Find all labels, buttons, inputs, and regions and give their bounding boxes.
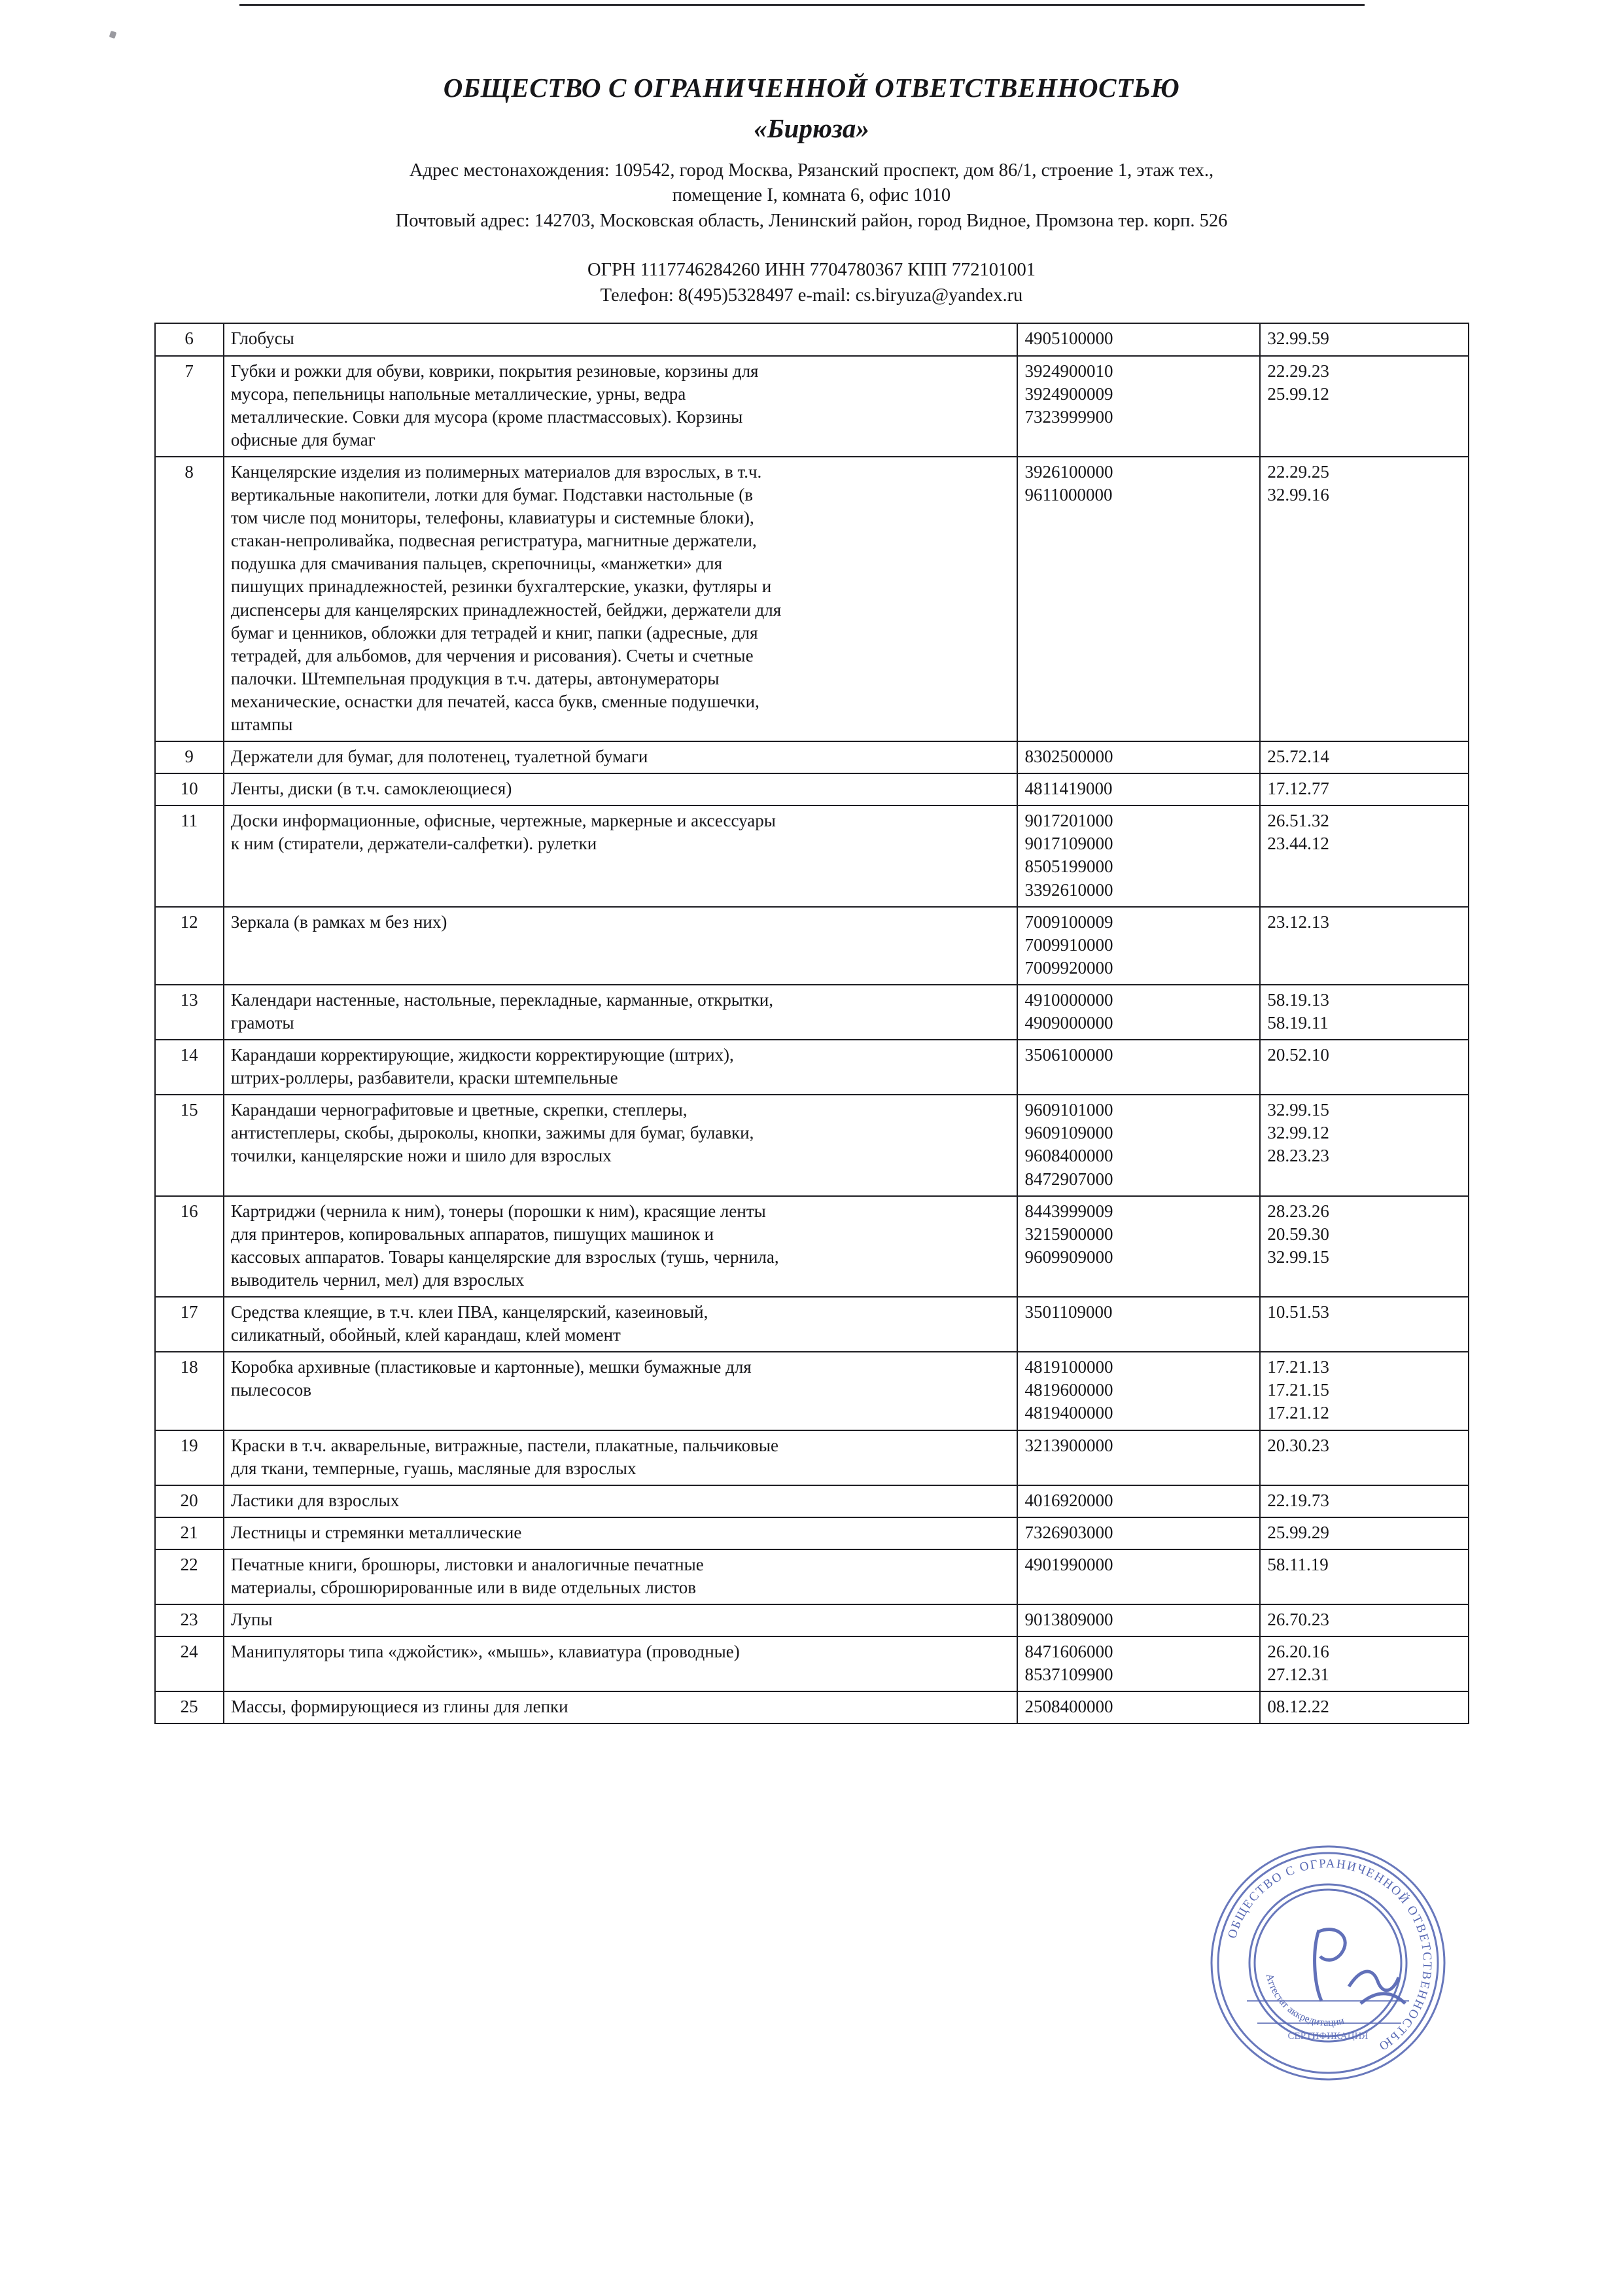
row-description [224, 907, 1018, 985]
description-line: силикатный, обойный, клей карандаш, клей момент [230, 1325, 621, 1345]
description-line: материалы, сброшюрированные или в виде отдельных листов [230, 1577, 697, 1597]
description-line: подушка для смачивания пальцев, скрепочницы, «манжетки» для [230, 554, 723, 574]
tnved-code: 7009100009 [1024, 911, 1113, 932]
okpd-code: 17.21.13 [1267, 1357, 1329, 1377]
row-description [224, 1485, 1018, 1517]
row-description [224, 323, 1018, 355]
description-line: офисные для бумаг [230, 429, 375, 450]
description-line: Средства клеящие, в т.ч. клеи ПВА, канцелярский, казеиновый, [230, 1302, 708, 1322]
tnved-code: 4819100000 [1024, 1357, 1113, 1377]
row-tnved-codes [1017, 1297, 1260, 1352]
row-number: 23 [155, 1604, 224, 1636]
row-number: 13 [155, 985, 224, 1040]
okpd-code: 22.29.25 [1267, 461, 1329, 482]
description-line: пишущих принадлежностей, резинки бухгалтерские, указки, футляры и [230, 576, 772, 597]
row-okpd-codes [1260, 1297, 1468, 1352]
row-tnved-codes [1017, 1352, 1260, 1430]
description-line: палочки. Штемпельная продукция в т.ч. датеры, автонумераторы [230, 668, 720, 688]
row-tnved-codes [1017, 1430, 1260, 1485]
row-description [224, 741, 1018, 773]
description-line: диспенсеры для канцелярских принадлежностей, бейджи, держатели для [230, 599, 782, 620]
row-number: 24 [155, 1636, 224, 1691]
okpd-code: 26.51.32 [1267, 811, 1329, 831]
row-tnved-codes [1017, 457, 1260, 741]
row-okpd-codes [1260, 1549, 1468, 1604]
description-line: Карандаши корректирующие, жидкости корректирующие (штрих), [230, 1045, 734, 1065]
row-number: 20 [155, 1485, 224, 1517]
table-row [155, 741, 1469, 773]
table-row [155, 805, 1469, 906]
tnved-code: 4819400000 [1024, 1403, 1113, 1423]
description-line: стакан-непроливайка, подвесная регистратура, магнитные держатели, [230, 531, 757, 551]
tnved-code: 3215900000 [1024, 1224, 1113, 1244]
tnved-code: 4819600000 [1024, 1380, 1113, 1400]
okpd-code: 23.12.13 [1267, 911, 1329, 932]
row-okpd-codes [1260, 457, 1468, 741]
description-line: Печатные книги, брошюры, листовки и аналогичные печатные [230, 1554, 704, 1574]
items-table [154, 323, 1469, 1724]
table-row [155, 1604, 1469, 1636]
row-number: 16 [155, 1196, 224, 1297]
row-number: 8 [155, 457, 224, 741]
row-tnved-codes [1017, 741, 1260, 773]
row-okpd-codes [1260, 323, 1468, 355]
tnved-code: 3392610000 [1024, 879, 1113, 900]
description-line: Лупы [230, 1610, 273, 1630]
row-tnved-codes [1017, 907, 1260, 985]
row-description [224, 773, 1018, 805]
row-tnved-codes [1017, 1485, 1260, 1517]
tnved-code: 9611000000 [1024, 485, 1113, 505]
postal-address: Почтовый адрес: 142703, Московская область, Ленинский район, город Видное, Промзона тер. корп. 526 [395, 211, 1228, 232]
table-row [155, 1549, 1469, 1604]
tnved-code: 7323999900 [1024, 406, 1113, 427]
row-tnved-codes [1017, 1549, 1260, 1604]
row-okpd-codes [1260, 1636, 1468, 1691]
description-line: Карандаши чернографитовые и цветные, скрепки, степлеры, [230, 1100, 688, 1120]
description-line: Массы, формирующиеся из глины для лепки [230, 1697, 568, 1717]
okpd-code: 25.99.12 [1267, 383, 1329, 404]
row-tnved-codes [1017, 323, 1260, 355]
registration-numbers: ОГРН 1117746284260 ИНН 7704780367 КПП 772101001 [587, 259, 1036, 280]
row-description [224, 1040, 1018, 1095]
okpd-code: 17.21.12 [1267, 1403, 1329, 1423]
description-line: для ткани, темперные, гуашь, масляные для взрослых [230, 1458, 637, 1478]
svg-text:ОБЩЕСТВО С ОГРАНИЧЕННОЙ ОТВЕТС: ОБЩЕСТВО С ОГРАНИЧЕННОЙ ОТВЕТСТВЕННОСТЬЮ [1225, 1856, 1435, 2054]
row-number: 15 [155, 1095, 224, 1195]
tnved-code: 9608400000 [1024, 1146, 1113, 1166]
tnved-code: 7009920000 [1024, 957, 1113, 978]
okpd-code: 26.20.16 [1267, 1642, 1329, 1662]
okpd-code: 58.11.19 [1267, 1554, 1329, 1574]
row-tnved-codes [1017, 1636, 1260, 1691]
row-number: 6 [155, 323, 224, 355]
tnved-code: 9017109000 [1024, 834, 1113, 854]
table-row [155, 356, 1469, 457]
row-tnved-codes [1017, 1517, 1260, 1549]
description-line: Доски информационные, офисные, чертежные, маркерные и аксессуары [230, 811, 776, 831]
tnved-code: 8302500000 [1024, 747, 1113, 767]
description-line: Манипуляторы типа «джойстик», «мышь», клавиатура (проводные) [230, 1642, 740, 1662]
description-line: Держатели для бумаг, для полотенец, туалетной бумаги [230, 747, 648, 767]
row-okpd-codes [1260, 907, 1468, 985]
okpd-code: 25.72.14 [1267, 747, 1329, 767]
description-line: выводитель чернил, мел) для взрослых [230, 1269, 525, 1290]
row-tnved-codes [1017, 985, 1260, 1040]
description-line: антистеплеры, скобы, дыроколы, кнопки, зажимы для бумаг, булавки, [230, 1123, 754, 1143]
row-tnved-codes [1017, 1196, 1260, 1297]
row-description [224, 1517, 1018, 1549]
row-okpd-codes [1260, 1430, 1468, 1485]
okpd-code: 32.99.59 [1267, 328, 1329, 349]
description-line: Календари настенные, настольные, перекладные, карманные, открытки, [230, 989, 773, 1010]
description-line: Краски в т.ч. акварельные, витражные, пастели, плакатные, пальчиковые [230, 1435, 779, 1455]
tnved-code: 8505199000 [1024, 857, 1113, 877]
row-description [224, 805, 1018, 906]
description-line: Ленты, диски (в т.ч. самоклеющиеся) [230, 779, 512, 799]
table-row [155, 1196, 1469, 1297]
row-number: 12 [155, 907, 224, 985]
row-okpd-codes [1260, 805, 1468, 906]
description-line: металлические. Совки для мусора (кроме пластмассовых). Корзины [230, 406, 743, 427]
description-line: Глобусы [230, 328, 294, 349]
description-line: штампы [230, 714, 293, 734]
row-tnved-codes [1017, 1604, 1260, 1636]
legal-address-line-2: помещение I, комната 6, офис 1010 [672, 185, 951, 205]
table-row [155, 1517, 1469, 1549]
table-row [155, 1297, 1469, 1352]
okpd-code: 20.30.23 [1267, 1435, 1329, 1455]
tnved-code: 9609101000 [1024, 1100, 1113, 1120]
row-number: 22 [155, 1549, 224, 1604]
row-okpd-codes [1260, 985, 1468, 1040]
row-okpd-codes [1260, 1517, 1468, 1549]
description-line: том числе под мониторы, телефоны, клавиатуры и системные блоки), [230, 508, 754, 528]
row-description [224, 1636, 1018, 1691]
okpd-code: 32.99.15 [1267, 1100, 1329, 1120]
okpd-code: 17.12.77 [1267, 779, 1329, 799]
document-header [0, 0, 1623, 308]
row-tnved-codes [1017, 773, 1260, 805]
row-number: 14 [155, 1040, 224, 1095]
table-row [155, 1352, 1469, 1430]
row-number: 11 [155, 805, 224, 906]
row-okpd-codes [1260, 773, 1468, 805]
table-row [155, 1485, 1469, 1517]
row-number: 9 [155, 741, 224, 773]
row-okpd-codes [1260, 1040, 1468, 1095]
row-description [224, 1196, 1018, 1297]
tnved-code: 3213900000 [1024, 1435, 1113, 1455]
okpd-code: 22.29.23 [1267, 361, 1329, 381]
organization-type: ОБЩЕСТВО С ОГРАНИЧЕННОЙ ОТВЕТСТВЕННОСТЬЮ [443, 73, 1180, 103]
row-number: 17 [155, 1297, 224, 1352]
table-row [155, 457, 1469, 741]
description-line: кассовых аппаратов. Товары канцелярские для взрослых (тушь, чернила, [230, 1246, 779, 1267]
description-line: бумаг и ценников, обложки для тетрадей и книг, папки (адресные, для [230, 622, 758, 643]
description-line: Зеркала (в рамках м без них) [230, 911, 447, 932]
okpd-code: 58.19.13 [1267, 989, 1329, 1010]
tnved-code: 3924900009 [1024, 383, 1113, 404]
row-description [224, 457, 1018, 741]
row-okpd-codes [1260, 1485, 1468, 1517]
description-line: механические, оснастки для печатей, касса букв, сменные подушечки, [230, 691, 759, 711]
description-line: грамоты [230, 1013, 294, 1033]
table-row [155, 1430, 1469, 1485]
tnved-code: 7009910000 [1024, 934, 1113, 955]
row-tnved-codes [1017, 805, 1260, 906]
row-okpd-codes [1260, 1095, 1468, 1195]
tnved-code: 4905100000 [1024, 328, 1113, 349]
contact-info: Телефон: 8(495)5328497 e-mail: cs.biryuza@yandex.ru [600, 285, 1023, 306]
description-line: к ним (стиратели, держатели-салфетки). рулетки [230, 834, 597, 854]
legal-address [0, 158, 1623, 207]
tnved-code: 3924900010 [1024, 361, 1113, 381]
okpd-code: 22.19.73 [1267, 1490, 1329, 1510]
row-tnved-codes [1017, 1095, 1260, 1195]
description-line: для принтеров, копировальных аппаратов, пишущих машинок и [230, 1224, 714, 1244]
table-row [155, 323, 1469, 355]
description-line: Лестницы и стремянки металлические [230, 1522, 522, 1542]
okpd-code: 32.99.12 [1267, 1123, 1329, 1143]
row-description [224, 1691, 1018, 1723]
row-okpd-codes [1260, 1196, 1468, 1297]
description-line: Картриджи (чернила к ним), тонеры (порошки к ним), красящие ленты [230, 1201, 766, 1221]
table-row [155, 1691, 1469, 1723]
okpd-code: 17.21.15 [1267, 1380, 1329, 1400]
organization-name: «Бирюза» [754, 113, 869, 143]
okpd-code: 20.59.30 [1267, 1224, 1329, 1244]
row-number: 18 [155, 1352, 224, 1430]
tnved-code: 4016920000 [1024, 1490, 1113, 1510]
okpd-code: 25.99.29 [1267, 1522, 1329, 1542]
tnved-code: 8471606000 [1024, 1642, 1113, 1662]
tnved-code: 4811419000 [1024, 779, 1113, 799]
svg-text:Аттестат аккредитации: Аттестат аккредитации [1263, 1972, 1346, 2029]
okpd-code: 27.12.31 [1267, 1665, 1329, 1685]
tnved-code: 9013809000 [1024, 1610, 1113, 1630]
tnved-code: 3926100000 [1024, 461, 1113, 482]
tnved-code: 3501109000 [1024, 1302, 1113, 1322]
okpd-code: 32.99.16 [1267, 485, 1329, 505]
row-description [224, 1352, 1018, 1430]
description-line: Ластики для взрослых [230, 1490, 400, 1510]
okpd-code: 23.44.12 [1267, 834, 1329, 854]
row-description [224, 356, 1018, 457]
row-number: 7 [155, 356, 224, 457]
row-description [224, 1549, 1018, 1604]
description-line: тетрадей, для альбомов, для черчения и рисования). Счеты и счетные [230, 645, 754, 665]
tnved-code: 2508400000 [1024, 1697, 1113, 1717]
table-row [155, 1040, 1469, 1095]
row-okpd-codes [1260, 1352, 1468, 1430]
description-line: Губки и рожки для обуви, коврики, покрытия резиновые, корзины для [230, 361, 759, 381]
row-description [224, 985, 1018, 1040]
okpd-code: 28.23.23 [1267, 1146, 1329, 1166]
row-okpd-codes [1260, 356, 1468, 457]
row-number: 19 [155, 1430, 224, 1485]
row-tnved-codes [1017, 1040, 1260, 1095]
okpd-code: 10.51.53 [1267, 1302, 1329, 1322]
company-seal-stamp [1197, 1832, 1459, 2094]
description-line: вертикальные накопители, лотки для бумаг. Подставки настольные (в [230, 485, 753, 505]
row-okpd-codes [1260, 1691, 1468, 1723]
registration-info [0, 257, 1623, 309]
description-line: Коробка архивные (пластиковые и картонные), мешки бумажные для [230, 1357, 752, 1377]
tnved-code: 9609109000 [1024, 1123, 1113, 1143]
row-tnved-codes [1017, 1691, 1260, 1723]
table-row [155, 907, 1469, 985]
row-description [224, 1604, 1018, 1636]
description-line: мусора, пепельницы напольные металлические, урны, ведра [230, 383, 686, 404]
table-row [155, 1095, 1469, 1195]
tnved-code: 3506100000 [1024, 1045, 1113, 1065]
tnved-code: 8537109900 [1024, 1665, 1113, 1685]
table-row [155, 773, 1469, 805]
description-line: штрих-роллеры, разбавители, краски штемпельные [230, 1068, 618, 1088]
svg-text:СЕРТИФИКАЦИЯ: СЕРТИФИКАЦИЯ [1287, 2031, 1369, 2041]
tnved-code: 9609909000 [1024, 1246, 1113, 1267]
row-tnved-codes [1017, 356, 1260, 457]
tnved-code: 9017201000 [1024, 811, 1113, 831]
row-number: 10 [155, 773, 224, 805]
tnved-code: 4909000000 [1024, 1013, 1113, 1033]
top-rule-decoration [239, 4, 1365, 6]
row-number: 25 [155, 1691, 224, 1723]
table-row [155, 1636, 1469, 1691]
description-line: пылесосов [230, 1380, 311, 1400]
okpd-code: 20.52.10 [1267, 1045, 1329, 1065]
tnved-code: 8472907000 [1024, 1169, 1113, 1189]
tnved-code: 7326903000 [1024, 1522, 1113, 1542]
row-number: 21 [155, 1517, 224, 1549]
row-description [224, 1430, 1018, 1485]
tnved-code: 4901990000 [1024, 1554, 1113, 1574]
tnved-code: 8443999009 [1024, 1201, 1113, 1221]
okpd-code: 26.70.23 [1267, 1610, 1329, 1630]
okpd-code: 32.99.15 [1267, 1246, 1329, 1267]
okpd-code: 08.12.22 [1267, 1697, 1329, 1717]
tnved-code: 4910000000 [1024, 989, 1113, 1010]
row-okpd-codes [1260, 741, 1468, 773]
description-line: точилки, канцелярские ножи и шило для взрослых [230, 1146, 612, 1166]
okpd-code: 58.19.11 [1267, 1013, 1329, 1033]
legal-address-line-1: Адрес местонахождения: 109542, город Москва, Рязанский проспект, дом 86/1, строение 1, этаж тех., [409, 160, 1214, 181]
row-description [224, 1095, 1018, 1195]
row-okpd-codes [1260, 1604, 1468, 1636]
row-description [224, 1297, 1018, 1352]
okpd-code: 28.23.26 [1267, 1201, 1329, 1221]
table-row [155, 985, 1469, 1040]
description-line: Канцелярские изделия из полимерных материалов для взрослых, в т.ч. [230, 461, 762, 482]
